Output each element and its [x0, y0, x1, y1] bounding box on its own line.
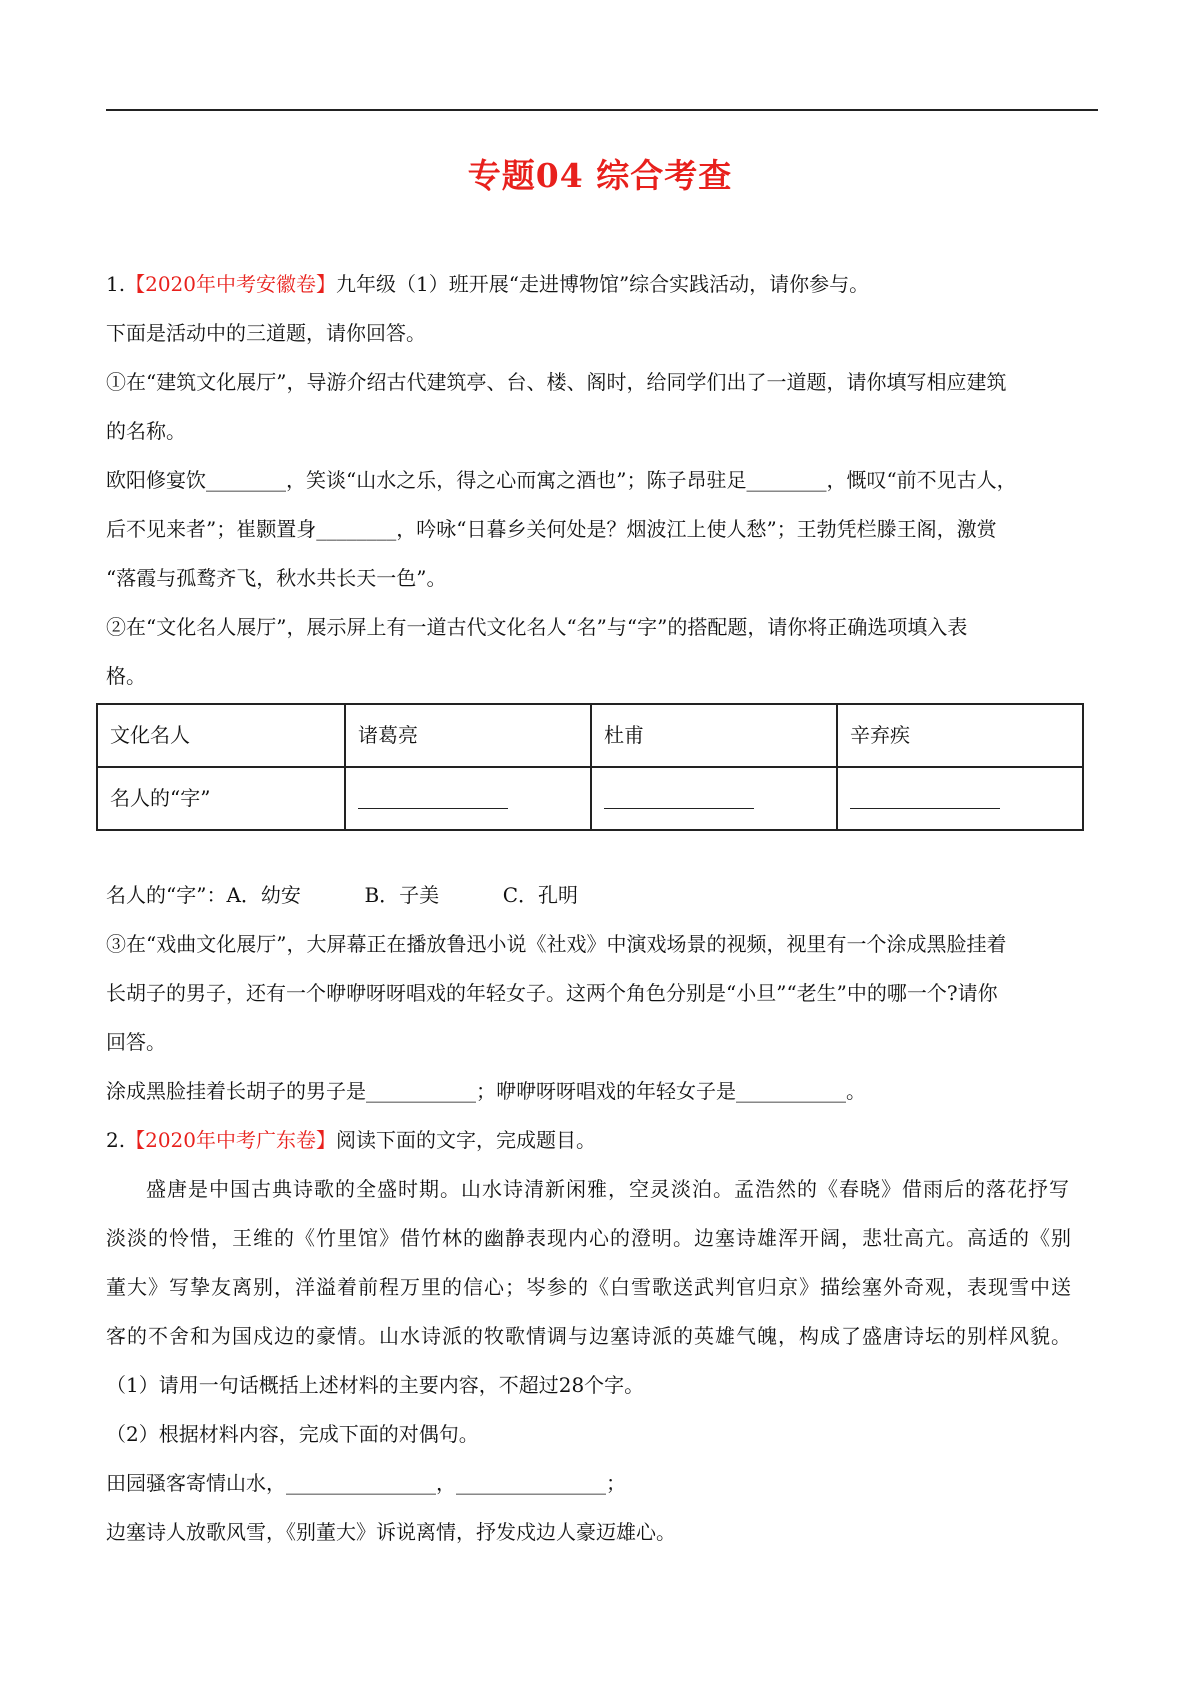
q2-passage-line: 盛唐是中国古典诗歌的全盛时期。山水诗清新闲雅，空灵淡泊。孟浩然的《春晓》借雨后的落花抒写 [146, 1177, 1070, 1201]
q1-line: 格。 [106, 664, 146, 688]
q2-question: 田园骚客寄情山水，_______________，_______________； [106, 1471, 626, 1495]
answer-blank [358, 790, 508, 809]
answer-blank-cell [591, 767, 837, 830]
q1-line: 的名称。 [106, 419, 186, 443]
table-row [97, 704, 1083, 767]
q1-number: 1. [106, 272, 126, 296]
q1-line: “落霞与孤鹜齐飞，秋水共长天一色”。 [106, 566, 447, 590]
q2-question: （2）根据材料内容，完成下面的对偶句。 [106, 1422, 479, 1446]
q2-heading [106, 1116, 1098, 1165]
q1-line: 下面是活动中的三道题，请你回答。 [106, 321, 426, 345]
q2-intro: 阅读下面的文字，完成题目。 [336, 1128, 596, 1152]
q2-passage-line: 客的不舍和为国戍边的豪情。山水诗派的牧歌情调与边塞诗派的英雄气魄，构成了盛唐诗坛的别样风貌。 [106, 1324, 1072, 1348]
q1-line: ③在“戏曲文化展厅”，大屏幕正在播放鲁迅小说《社戏》中演戏场景的视频，视里有一个涂成黑脸挂着 [106, 932, 1007, 956]
q1-heading [106, 260, 1098, 309]
q1-line: 欧阳修宴饮________，笑谈“山水之乐，得之心而寓之酒也”；陈子昂驻足________，慨叹“前不见古人， [106, 468, 1017, 492]
header-rule [106, 109, 1098, 111]
q2-question: 边塞诗人放歌风雪，《别董大》诉说离情，抒发戍边人豪迈雄心。 [106, 1520, 676, 1544]
q2-passage-line: 淡淡的怜惜，王维的《竹里馆》借竹林的幽静表现内心的澄明。边塞诗雄浑开阔，悲壮高亢。高适的《别 [106, 1226, 1072, 1250]
q2-passage-line: 董大》写挚友离别，洋溢着前程万里的信心；岑参的《白雪歌送武判官归京》描绘塞外奇观，表现雪中送 [106, 1275, 1072, 1299]
name-zi-table [96, 703, 1084, 831]
answer-blank [850, 790, 1000, 809]
table-cell: 辛弃疾 [837, 704, 1083, 767]
q1-options: 名人的“字”：A．幼安 B．子美 C．孔明 [106, 883, 579, 907]
table-cell: 文化名人 [97, 704, 345, 767]
answer-blank-cell [837, 767, 1083, 830]
q1-line: 后不见来者”；崔颢置身________，吟咏“日暮乡关何处是？烟波江上使人愁”；王勃凭栏滕王阁，激赏 [106, 517, 997, 541]
q1-intro: 九年级（1）班开展“走进博物馆”综合实践活动，请你参与。 [336, 272, 870, 296]
table-cell: 名人的“字” [97, 767, 345, 830]
table-cell: 杜甫 [591, 704, 837, 767]
q1-line: 涂成黑脸挂着长胡子的男子是___________；咿咿呀呀唱戏的年轻女子是___________。 [106, 1079, 866, 1103]
page-title: 专题04 综合考查 [467, 156, 733, 195]
document-body [106, 260, 1098, 1557]
table-cell: 诸葛亮 [345, 704, 591, 767]
answer-blank-cell [345, 767, 591, 830]
q1-line: 回答。 [106, 1030, 166, 1054]
q2-source: 【2020年中考广东卷】 [125, 1128, 336, 1152]
table-row [97, 767, 1083, 830]
q2-number: 2. [106, 1128, 126, 1152]
q1-line: 长胡子的男子，还有一个咿咿呀呀唱戏的年轻女子。这两个角色分别是“小旦”“老生”中的哪一个?请你 [106, 981, 998, 1005]
answer-blank [604, 790, 754, 809]
q1-line: ①在“建筑文化展厅”，导游介绍古代建筑亭、台、楼、阁时，给同学们出了一道题，请你填写相应建筑 [106, 370, 1007, 394]
q2-question: （1）请用一句话概括上述材料的主要内容，不超过28个字。 [106, 1373, 645, 1397]
q1-line: ②在“文化名人展厅”，展示屏上有一道古代文化名人“名”与“字”的搭配题，请你将正确选项填入表 [106, 615, 968, 639]
q1-source: 【2020年中考安徽卷】 [125, 272, 336, 296]
